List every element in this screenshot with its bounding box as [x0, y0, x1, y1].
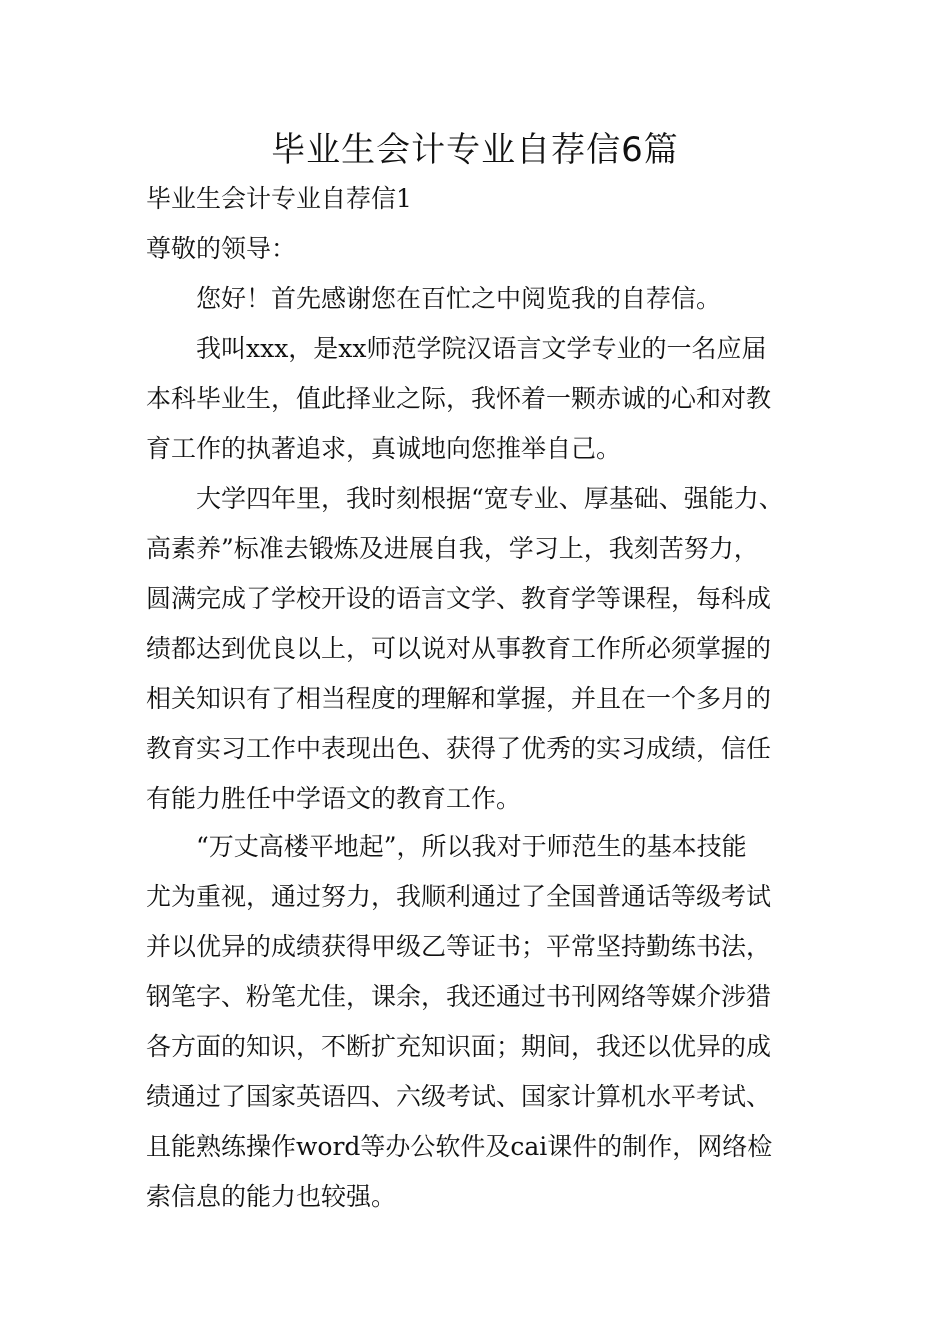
paragraph-line: 您好！首先感谢您在百忙之中阅览我的自荐信。: [196, 284, 722, 313]
paragraph-line: “万丈高楼平地起”，所以我对于师范生的基本技能: [196, 832, 747, 861]
paragraph-line: 索信息的能力也较强。: [146, 1182, 397, 1211]
paragraph-line: 并以优异的成绩获得甲级乙等证书；平常坚持勤练书法，: [146, 932, 772, 961]
paragraph-line: 高素养”标准去锻炼及进展自我，学习上，我刻苦努力，: [146, 534, 759, 563]
paragraph-line: 本科毕业生，值此择业之际，我怀着一颗赤诚的心和对教: [146, 384, 772, 413]
paragraph-line: 绩通过了国家英语四、六级考试、国家计算机水平考试、: [146, 1082, 772, 1111]
paragraph-line: 有能力胜任中学语文的教育工作。: [146, 784, 522, 813]
paragraph-line: 相关知识有了相当程度的理解和掌握，并且在一个多月的: [146, 684, 772, 713]
paragraph-line: 尤为重视，通过努力，我顺利通过了全国普通话等级考试: [146, 882, 772, 911]
salutation: 尊敬的领导：: [146, 234, 297, 263]
paragraph-line: 我叫xxx，是xx师范学院汉语言文学专业的一名应届: [196, 334, 767, 363]
paragraph-line: 教育实习工作中表现出色、获得了优秀的实习成绩，信任: [146, 734, 772, 763]
paragraph-line: 大学四年里，我时刻根据“宽专业、厚基础、强能力、: [196, 484, 784, 513]
section-heading: 毕业生会计专业自荐信1: [146, 184, 412, 213]
paragraph-line: 绩都达到优良以上，可以说对从事教育工作所必须掌握的: [146, 634, 772, 663]
paragraph-line: 各方面的知识，不断扩充知识面；期间，我还以优异的成: [146, 1032, 772, 1061]
paragraph-line: 圆满完成了学校开设的语言文学、教育学等课程，每科成: [146, 584, 772, 613]
document-title: 毕业生会计专业自荐信6篇: [271, 130, 679, 170]
paragraph-line: 且能熟练操作word等办公软件及cai课件的制作，网络检: [146, 1132, 773, 1161]
paragraph-line: 钢笔字、粉笔尤佳，课余，我还通过书刊网络等媒介涉猎: [146, 982, 772, 1011]
paragraph-line: 育工作的执著追求，真诚地向您推举自己。: [146, 434, 622, 463]
